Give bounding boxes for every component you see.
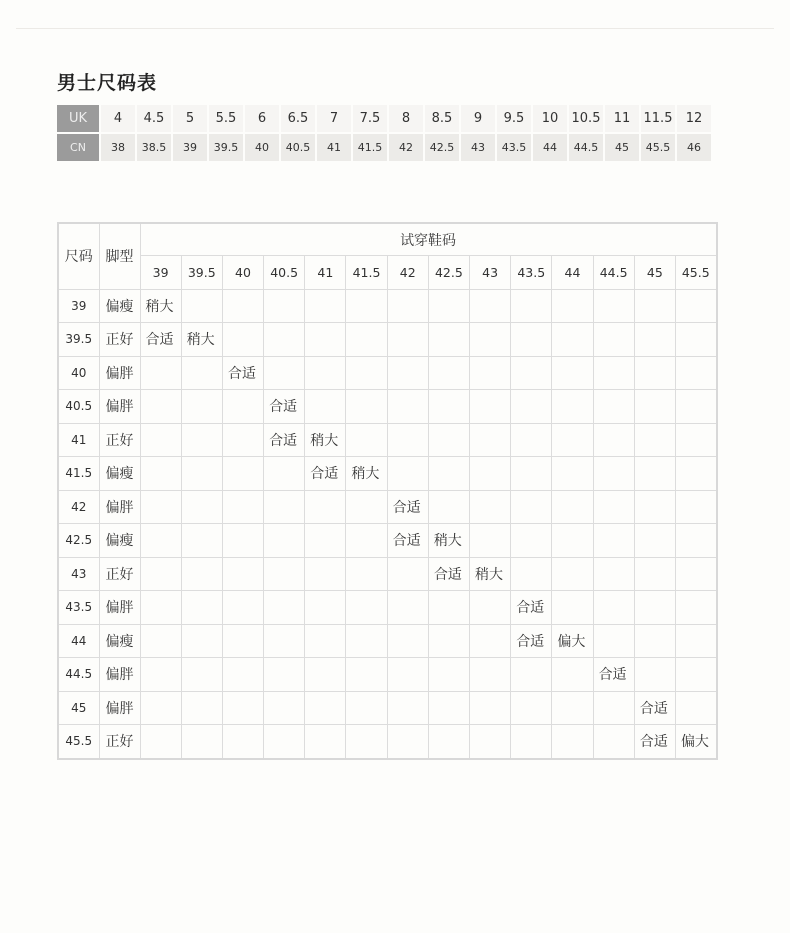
cn-size-cell: 38.5 bbox=[137, 134, 171, 161]
tryon-size-header: 39.5 bbox=[181, 256, 222, 290]
fit-cell bbox=[346, 390, 387, 424]
cn-label: CN bbox=[57, 134, 99, 161]
fit-cell bbox=[387, 557, 428, 591]
cn-size-cell: 41.5 bbox=[353, 134, 387, 161]
fit-cell bbox=[346, 289, 387, 323]
fit-cell bbox=[346, 557, 387, 591]
fit-cell bbox=[181, 423, 222, 457]
fit-cell bbox=[675, 691, 716, 725]
fit-cell bbox=[305, 691, 346, 725]
fit-cell bbox=[675, 624, 716, 658]
fit-cell bbox=[470, 591, 511, 625]
cn-size-cell: 39 bbox=[173, 134, 207, 161]
uk-size-cell: 6.5 bbox=[281, 105, 315, 134]
fit-cell bbox=[305, 323, 346, 357]
fit-cell bbox=[346, 725, 387, 759]
fit-cell bbox=[470, 356, 511, 390]
tryon-size-header: 40 bbox=[222, 256, 263, 290]
fit-cell bbox=[675, 524, 716, 558]
fit-cell bbox=[140, 725, 181, 759]
fit-row bbox=[58, 289, 717, 323]
fit-cell bbox=[222, 524, 263, 558]
fit-cell: 稍大 bbox=[181, 323, 222, 357]
row-size: 39 bbox=[58, 289, 99, 323]
fit-cell bbox=[470, 323, 511, 357]
tryon-column-header: 试穿鞋码 bbox=[140, 223, 717, 256]
fit-cell bbox=[305, 725, 346, 759]
cn-size-cell: 42.5 bbox=[425, 134, 459, 161]
fit-cell bbox=[552, 691, 593, 725]
fit-cell: 合适 bbox=[305, 457, 346, 491]
fit-cell bbox=[181, 591, 222, 625]
fit-cell bbox=[552, 390, 593, 424]
fit-cell bbox=[428, 591, 469, 625]
row-size: 44 bbox=[58, 624, 99, 658]
row-size: 45 bbox=[58, 691, 99, 725]
fit-cell bbox=[470, 457, 511, 491]
fit-cell bbox=[181, 289, 222, 323]
tryon-size-header: 41 bbox=[305, 256, 346, 290]
fit-cell bbox=[470, 691, 511, 725]
fit-cell bbox=[140, 557, 181, 591]
fit-cell bbox=[387, 390, 428, 424]
fit-cell bbox=[428, 624, 469, 658]
fit-cell bbox=[552, 356, 593, 390]
fit-cell bbox=[387, 658, 428, 692]
fit-cell bbox=[346, 658, 387, 692]
uk-row bbox=[57, 105, 711, 134]
fit-cell bbox=[346, 524, 387, 558]
fit-cell bbox=[222, 624, 263, 658]
fit-cell bbox=[181, 490, 222, 524]
tryon-size-header: 42.5 bbox=[428, 256, 469, 290]
page-title: 男士尺码表 bbox=[57, 72, 158, 94]
fit-cell bbox=[511, 423, 552, 457]
fit-cell bbox=[264, 658, 305, 692]
fit-cell bbox=[552, 524, 593, 558]
fit-cell bbox=[428, 490, 469, 524]
fit-cell bbox=[428, 691, 469, 725]
fit-cell bbox=[305, 356, 346, 390]
fit-cell bbox=[181, 356, 222, 390]
fit-header-row bbox=[58, 223, 717, 256]
fit-cell bbox=[428, 457, 469, 491]
fit-cell bbox=[387, 423, 428, 457]
fit-cell bbox=[675, 658, 716, 692]
fit-cell bbox=[470, 423, 511, 457]
fit-cell: 稍大 bbox=[428, 524, 469, 558]
row-foot-type: 正好 bbox=[99, 423, 140, 457]
tryon-size-header: 44 bbox=[552, 256, 593, 290]
row-foot-type: 正好 bbox=[99, 557, 140, 591]
row-foot-type: 正好 bbox=[99, 725, 140, 759]
row-size: 41 bbox=[58, 423, 99, 457]
fit-cell bbox=[511, 356, 552, 390]
uk-size-cell: 7.5 bbox=[353, 105, 387, 134]
fit-cell bbox=[181, 624, 222, 658]
cn-size-cell: 44.5 bbox=[569, 134, 603, 161]
row-size: 39.5 bbox=[58, 323, 99, 357]
fit-cell bbox=[387, 624, 428, 658]
fit-cell bbox=[675, 457, 716, 491]
tryon-size-header: 43.5 bbox=[511, 256, 552, 290]
uk-size-cell: 11.5 bbox=[641, 105, 675, 134]
cn-size-cell: 43 bbox=[461, 134, 495, 161]
fit-cell bbox=[511, 289, 552, 323]
uk-size-cell: 12 bbox=[677, 105, 711, 134]
fit-row bbox=[58, 423, 717, 457]
row-size: 42.5 bbox=[58, 524, 99, 558]
fit-cell: 稍大 bbox=[470, 557, 511, 591]
fit-cell bbox=[593, 289, 634, 323]
fit-cell bbox=[675, 289, 716, 323]
fit-row bbox=[58, 624, 717, 658]
uk-size-cell: 5 bbox=[173, 105, 207, 134]
fit-row bbox=[58, 390, 717, 424]
fit-cell bbox=[305, 557, 346, 591]
row-foot-type: 偏胖 bbox=[99, 591, 140, 625]
cn-size-cell: 43.5 bbox=[497, 134, 531, 161]
fit-cell bbox=[511, 691, 552, 725]
row-size: 44.5 bbox=[58, 658, 99, 692]
fit-cell bbox=[634, 624, 675, 658]
fit-cell bbox=[222, 725, 263, 759]
fit-cell bbox=[387, 725, 428, 759]
fit-cell bbox=[470, 490, 511, 524]
tryon-size-header: 43 bbox=[470, 256, 511, 290]
fit-cell bbox=[675, 356, 716, 390]
fit-cell bbox=[593, 691, 634, 725]
fit-row bbox=[58, 725, 717, 759]
fit-cell bbox=[634, 356, 675, 390]
fit-cell bbox=[387, 323, 428, 357]
uk-size-cell: 7 bbox=[317, 105, 351, 134]
cn-row bbox=[57, 134, 711, 161]
fit-cell: 合适 bbox=[593, 658, 634, 692]
fit-cell: 合适 bbox=[222, 356, 263, 390]
uk-size-cell: 11 bbox=[605, 105, 639, 134]
fit-cell bbox=[593, 323, 634, 357]
fit-cell: 合适 bbox=[428, 557, 469, 591]
fit-row bbox=[58, 591, 717, 625]
tryon-size-header: 40.5 bbox=[264, 256, 305, 290]
cn-size-cell: 40.5 bbox=[281, 134, 315, 161]
fit-cell bbox=[305, 289, 346, 323]
fit-cell bbox=[511, 658, 552, 692]
fit-cell bbox=[140, 390, 181, 424]
fit-cell bbox=[222, 691, 263, 725]
fit-table bbox=[57, 222, 718, 760]
fit-cell bbox=[634, 557, 675, 591]
fit-cell bbox=[552, 457, 593, 491]
uk-size-cell: 8 bbox=[389, 105, 423, 134]
fit-cell: 合适 bbox=[387, 490, 428, 524]
tryon-size-header: 45 bbox=[634, 256, 675, 290]
fit-cell bbox=[552, 658, 593, 692]
uk-size-cell: 5.5 bbox=[209, 105, 243, 134]
row-foot-type: 偏胖 bbox=[99, 490, 140, 524]
row-size: 40 bbox=[58, 356, 99, 390]
fit-cell bbox=[305, 490, 346, 524]
fit-cell bbox=[387, 289, 428, 323]
row-size: 43 bbox=[58, 557, 99, 591]
fit-cell bbox=[181, 457, 222, 491]
fit-cell bbox=[634, 323, 675, 357]
fit-cell bbox=[305, 390, 346, 424]
fit-cell bbox=[181, 557, 222, 591]
fit-cell bbox=[264, 524, 305, 558]
fit-cell bbox=[387, 591, 428, 625]
fit-cell bbox=[593, 725, 634, 759]
fit-cell bbox=[387, 457, 428, 491]
uk-size-cell: 9 bbox=[461, 105, 495, 134]
cn-size-cell: 45 bbox=[605, 134, 639, 161]
fit-cell bbox=[181, 658, 222, 692]
fit-cell bbox=[222, 658, 263, 692]
fit-cell bbox=[634, 423, 675, 457]
fit-cell: 偏大 bbox=[675, 725, 716, 759]
uk-label: UK bbox=[57, 105, 99, 134]
fit-cell bbox=[593, 490, 634, 524]
fit-cell bbox=[346, 323, 387, 357]
fit-cell bbox=[675, 323, 716, 357]
fit-cell bbox=[346, 490, 387, 524]
row-foot-type: 偏瘦 bbox=[99, 289, 140, 323]
fit-cell bbox=[634, 390, 675, 424]
row-foot-type: 偏胖 bbox=[99, 390, 140, 424]
cn-size-cell: 42 bbox=[389, 134, 423, 161]
fit-cell bbox=[511, 457, 552, 491]
fit-cell bbox=[428, 323, 469, 357]
fit-cell bbox=[222, 490, 263, 524]
fit-cell bbox=[511, 557, 552, 591]
fit-cell bbox=[346, 624, 387, 658]
tryon-size-header: 42 bbox=[387, 256, 428, 290]
fit-cell bbox=[593, 390, 634, 424]
fit-cell bbox=[264, 490, 305, 524]
fit-cell bbox=[387, 691, 428, 725]
fit-cell bbox=[181, 524, 222, 558]
row-foot-type: 偏瘦 bbox=[99, 524, 140, 558]
fit-cell bbox=[181, 725, 222, 759]
fit-cell bbox=[552, 725, 593, 759]
fit-row bbox=[58, 557, 717, 591]
fit-cell bbox=[346, 356, 387, 390]
row-foot-type: 偏胖 bbox=[99, 356, 140, 390]
fit-cell: 稍大 bbox=[305, 423, 346, 457]
fit-row bbox=[58, 356, 717, 390]
tryon-size-header: 44.5 bbox=[593, 256, 634, 290]
tryon-sizes-row bbox=[58, 256, 717, 290]
fit-cell bbox=[305, 624, 346, 658]
fit-cell bbox=[552, 423, 593, 457]
fit-cell bbox=[511, 524, 552, 558]
fit-cell bbox=[470, 725, 511, 759]
row-foot-type: 偏瘦 bbox=[99, 624, 140, 658]
uk-size-cell: 10 bbox=[533, 105, 567, 134]
fit-cell bbox=[593, 457, 634, 491]
top-divider bbox=[16, 28, 774, 29]
fit-cell bbox=[593, 356, 634, 390]
row-foot-type: 偏瘦 bbox=[99, 457, 140, 491]
fit-cell: 合适 bbox=[140, 323, 181, 357]
fit-cell bbox=[140, 457, 181, 491]
fit-cell bbox=[634, 490, 675, 524]
fit-cell bbox=[593, 524, 634, 558]
fit-cell bbox=[264, 725, 305, 759]
fit-cell bbox=[346, 591, 387, 625]
fit-cell bbox=[222, 591, 263, 625]
fit-cell bbox=[470, 524, 511, 558]
tryon-size-header: 41.5 bbox=[346, 256, 387, 290]
uk-size-cell: 8.5 bbox=[425, 105, 459, 134]
uk-size-cell: 6 bbox=[245, 105, 279, 134]
cn-size-cell: 45.5 bbox=[641, 134, 675, 161]
row-size: 45.5 bbox=[58, 725, 99, 759]
fit-cell bbox=[181, 390, 222, 424]
fit-cell bbox=[140, 356, 181, 390]
fit-cell bbox=[140, 524, 181, 558]
cn-size-cell: 40 bbox=[245, 134, 279, 161]
fit-cell bbox=[222, 289, 263, 323]
fit-cell bbox=[305, 524, 346, 558]
fit-cell bbox=[222, 557, 263, 591]
row-size: 40.5 bbox=[58, 390, 99, 424]
fit-cell bbox=[428, 658, 469, 692]
fit-cell bbox=[264, 289, 305, 323]
cn-size-cell: 44 bbox=[533, 134, 567, 161]
fit-cell bbox=[593, 591, 634, 625]
fit-cell bbox=[305, 658, 346, 692]
fit-row bbox=[58, 457, 717, 491]
cn-size-cell: 39.5 bbox=[209, 134, 243, 161]
fit-cell bbox=[264, 624, 305, 658]
fit-cell bbox=[140, 490, 181, 524]
tryon-size-header: 45.5 bbox=[675, 256, 716, 290]
fit-cell: 合适 bbox=[634, 725, 675, 759]
row-size: 42 bbox=[58, 490, 99, 524]
tryon-size-header: 39 bbox=[140, 256, 181, 290]
fit-cell bbox=[511, 390, 552, 424]
fit-cell bbox=[511, 323, 552, 357]
fit-cell bbox=[552, 490, 593, 524]
fit-cell bbox=[222, 423, 263, 457]
row-size: 43.5 bbox=[58, 591, 99, 625]
fit-cell bbox=[140, 423, 181, 457]
fit-cell bbox=[552, 323, 593, 357]
fit-cell bbox=[428, 356, 469, 390]
fit-cell bbox=[222, 390, 263, 424]
fit-cell bbox=[552, 591, 593, 625]
fit-cell: 稍大 bbox=[346, 457, 387, 491]
fit-cell bbox=[387, 356, 428, 390]
fit-cell bbox=[428, 423, 469, 457]
fit-cell bbox=[470, 289, 511, 323]
cn-size-cell: 46 bbox=[677, 134, 711, 161]
fit-cell bbox=[264, 457, 305, 491]
fit-cell bbox=[511, 490, 552, 524]
size-column-header: 尺码 bbox=[58, 223, 99, 289]
fit-cell bbox=[470, 624, 511, 658]
fit-cell bbox=[634, 524, 675, 558]
fit-cell bbox=[346, 691, 387, 725]
fit-cell: 合适 bbox=[511, 591, 552, 625]
fit-cell bbox=[470, 390, 511, 424]
fit-cell bbox=[140, 691, 181, 725]
cn-size-cell: 41 bbox=[317, 134, 351, 161]
fit-cell bbox=[140, 624, 181, 658]
fit-cell bbox=[305, 591, 346, 625]
fit-cell bbox=[552, 557, 593, 591]
fit-cell: 偏大 bbox=[552, 624, 593, 658]
fit-cell bbox=[222, 323, 263, 357]
row-size: 41.5 bbox=[58, 457, 99, 491]
fit-cell: 合适 bbox=[511, 624, 552, 658]
foot-column-header: 脚型 bbox=[99, 223, 140, 289]
fit-cell bbox=[428, 390, 469, 424]
fit-cell bbox=[181, 691, 222, 725]
fit-cell bbox=[264, 557, 305, 591]
row-foot-type: 偏胖 bbox=[99, 691, 140, 725]
row-foot-type: 偏胖 bbox=[99, 658, 140, 692]
fit-cell: 合适 bbox=[264, 423, 305, 457]
fit-cell bbox=[675, 390, 716, 424]
fit-cell: 合适 bbox=[264, 390, 305, 424]
fit-cell bbox=[264, 356, 305, 390]
fit-cell bbox=[264, 591, 305, 625]
fit-cell bbox=[428, 725, 469, 759]
fit-cell bbox=[675, 423, 716, 457]
fit-row bbox=[58, 658, 717, 692]
cn-size-cell: 38 bbox=[101, 134, 135, 161]
size-conversion-table bbox=[55, 105, 713, 161]
fit-cell bbox=[593, 624, 634, 658]
fit-cell bbox=[222, 457, 263, 491]
fit-row bbox=[58, 490, 717, 524]
fit-cell bbox=[264, 323, 305, 357]
fit-cell bbox=[593, 423, 634, 457]
fit-cell bbox=[634, 457, 675, 491]
fit-cell bbox=[675, 557, 716, 591]
fit-cell: 稍大 bbox=[140, 289, 181, 323]
fit-cell bbox=[634, 658, 675, 692]
fit-cell bbox=[634, 591, 675, 625]
fit-cell bbox=[428, 289, 469, 323]
uk-size-cell: 4 bbox=[101, 105, 135, 134]
fit-cell bbox=[346, 423, 387, 457]
fit-cell bbox=[593, 557, 634, 591]
fit-cell bbox=[140, 658, 181, 692]
fit-cell bbox=[140, 591, 181, 625]
uk-size-cell: 10.5 bbox=[569, 105, 603, 134]
fit-row bbox=[58, 524, 717, 558]
fit-cell bbox=[634, 289, 675, 323]
fit-cell bbox=[675, 490, 716, 524]
fit-cell bbox=[264, 691, 305, 725]
row-foot-type: 正好 bbox=[99, 323, 140, 357]
fit-cell: 合适 bbox=[634, 691, 675, 725]
fit-row bbox=[58, 323, 717, 357]
fit-cell bbox=[675, 591, 716, 625]
fit-row bbox=[58, 691, 717, 725]
uk-size-cell: 4.5 bbox=[137, 105, 171, 134]
uk-size-cell: 9.5 bbox=[497, 105, 531, 134]
fit-cell: 合适 bbox=[387, 524, 428, 558]
fit-cell bbox=[470, 658, 511, 692]
fit-cell bbox=[511, 725, 552, 759]
fit-cell bbox=[552, 289, 593, 323]
